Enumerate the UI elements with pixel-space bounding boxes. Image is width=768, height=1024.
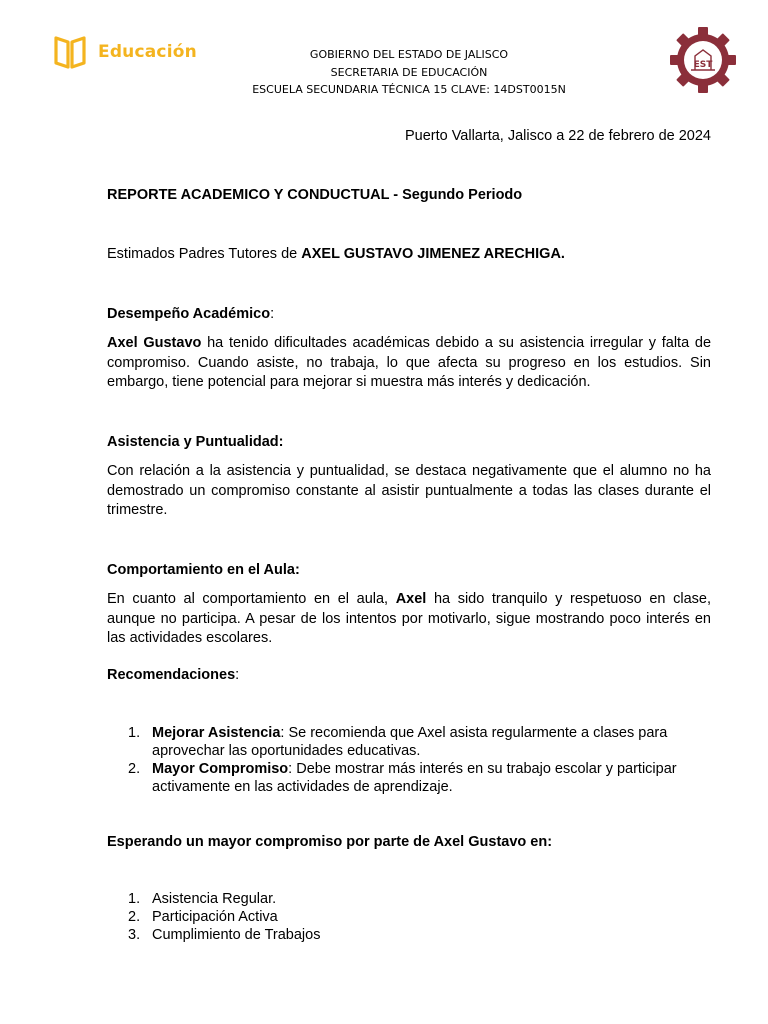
document-date: Puerto Vallarta, Jalisco a 22 de febrero de 2024: [404, 128, 711, 144]
academic-heading: Desempeño Académico:: [107, 306, 275, 322]
attendance-paragraph: Con relación a la asistencia y puntualidad, se destaca negativamente que el alumno no ha demostrado un compromiso constante al asistir puntualmente a todas las clases durante el trimestre.: [107, 463, 711, 518]
list-item: 3. Cumplimiento de Trabajos: [128, 927, 321, 943]
school-seal-icon: [669, 26, 737, 99]
open-book-icon: [53, 34, 87, 70]
expectations-heading: Esperando un mayor compromiso por parte de Axel Gustavo en:: [107, 834, 553, 850]
gov-line-secretary: SECRETARIA DE EDUCACIÓN: [330, 65, 488, 79]
student-name: AXEL GUSTAVO JIMENEZ ARECHIGA.: [301, 246, 565, 262]
expectations-list: [107, 890, 711, 944]
educacion-logo: [53, 34, 197, 70]
academic-student-name: Axel Gustavo: [107, 335, 202, 351]
list-item: 2. Mayor Compromiso: Debe mostrar más interés en su trabajo escolar y participar activamente en las actividades de aprendizaje.: [128, 761, 677, 795]
report-title: REPORTE ACADEMICO Y CONDUCTUAL - Segundo Periodo: [107, 187, 523, 203]
behavior-heading: Comportamiento en el Aula:: [107, 562, 300, 578]
recommendations-list: [107, 724, 711, 796]
greeting-prefix: Estimados Padres Tutores de: [107, 246, 302, 262]
logo-text: Educación: [98, 42, 197, 62]
government-header: [200, 46, 618, 99]
greeting: [107, 246, 565, 262]
gov-line-state: GOBIERNO DEL ESTADO DE JALISCO: [309, 48, 509, 61]
gov-line-school: ESCUELA SECUNDARIA TÉCNICA 15 CLAVE: 14DST0015N: [252, 83, 566, 96]
list-item: 1. Asistencia Regular.: [128, 891, 277, 907]
behavior-paragraph: En cuanto al comportamiento en el aula, Axel ha sido tranquilo y respetuoso en clase, aunque no participa. A pesar de los intentos por motivarlo, sigue mostrando poco interés en las actividades escolares.: [107, 591, 711, 646]
recommendations-heading: Recomendaciones:: [107, 667, 240, 683]
attendance-heading: Asistencia y Puntualidad:: [107, 434, 284, 450]
svg-text:EST: EST: [693, 60, 713, 70]
academic-paragraph: Axel Gustavo ha tenido dificultades académicas debido a su asistencia irregular y falta de compromiso. Cuando asiste, no trabaja, lo que afecta su progreso en los estudios. Sin embargo, tiene potencial para mejorar si muestra más interés y dedicación.: [107, 335, 712, 390]
list-item: 2. Participación Activa: [128, 909, 278, 925]
list-item: 1. Mejorar Asistencia: Se recomienda que Axel asista regularmente a clases para aprovechar las oportunidades educativas.: [128, 725, 668, 759]
behavior-student-name: Axel: [395, 591, 427, 607]
